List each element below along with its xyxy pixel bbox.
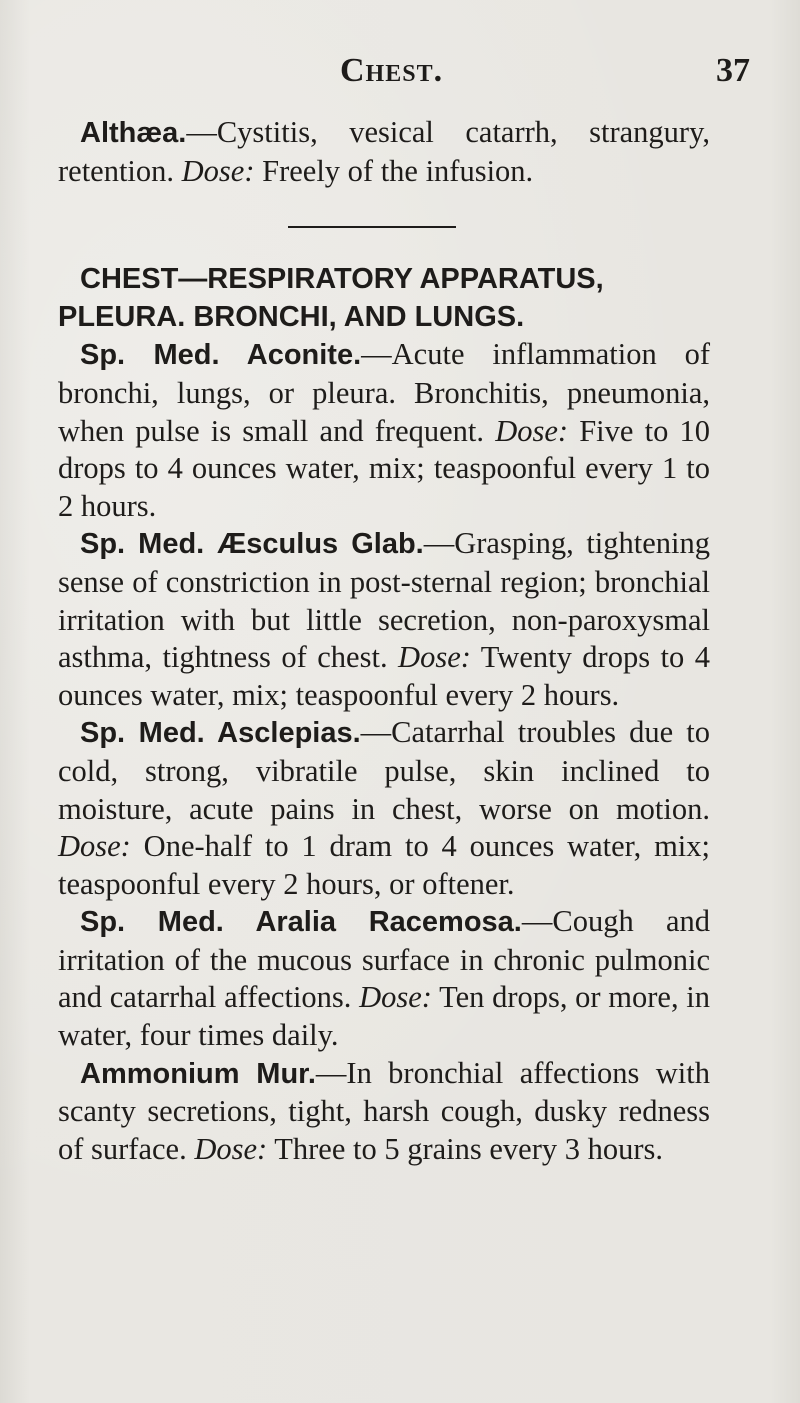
- section-heading-line-2: PLEURA. BRONCHI, AND LUNGS.: [58, 300, 525, 333]
- dose-label: Dose:: [398, 640, 471, 675]
- section-heading-line-1: CHEST—RESPIRATORY APPARATUS,: [80, 263, 604, 296]
- entry-lead: Althæa.: [80, 117, 187, 149]
- entry-lead: Sp. Med. Æsculus Glab.: [80, 528, 424, 561]
- entry-aralia-racemosa: [58, 903, 710, 1054]
- entry-lead: Ammonium Mur.: [80, 1057, 316, 1090]
- body-text: [58, 114, 710, 1168]
- dose-text: Freely of the infusion.: [254, 153, 534, 188]
- entry-lead: Sp. Med. Aconite.: [80, 339, 362, 372]
- running-title: Chest.: [340, 52, 444, 89]
- entry-lead: Sp. Med. Aralia Racemosa.: [80, 906, 522, 939]
- entry-text: —Cough and irritation of the mucous surface in chronic pulmonic and catarrhal affections.: [58, 904, 710, 1015]
- entry-aconite: [58, 336, 710, 525]
- dose-text: Ten drops, or more, in water, four times daily.: [58, 980, 711, 1053]
- entry-lead: Sp. Med. Asclepias.: [80, 717, 361, 750]
- page-number: 37: [716, 52, 750, 89]
- section-divider: [288, 226, 456, 228]
- dose-label: Dose:: [495, 413, 569, 448]
- dose-label: Dose:: [181, 153, 255, 188]
- dose-label: Dose:: [359, 980, 432, 1015]
- dose-text: Five to 10 drops to 4 ounces water, mix; teaspoonful every 1 to 2 hours.: [58, 413, 710, 523]
- entry-text: —Catarrhal troubles due to cold, strong, vibratile pulse, skin inclined to moisture, acute pains in chest, worse on motion.: [58, 715, 710, 826]
- entry-althaea: [58, 114, 710, 190]
- dose-text: Three to 5 grains every 3 hours.: [267, 1131, 664, 1166]
- entry-text: —Cystitis, vesical catarrh, strangury, retention.: [58, 115, 710, 188]
- dose-label: Dose:: [194, 1131, 268, 1166]
- dose-text: Twenty drops to 4 ounces water, mix; teaspoonful every 2 hours.: [58, 640, 710, 712]
- section-heading: [58, 261, 710, 336]
- running-head: [0, 52, 800, 92]
- entry-ammonium-mur: [58, 1055, 710, 1169]
- entry-asclepias: [58, 714, 710, 903]
- entry-text: —Acute inflammation of bronchi, lungs, or pleura. Bronchitis, pneumonia, when pulse is small and frequent.: [58, 337, 711, 448]
- entry-aesculus-glab: [58, 525, 710, 714]
- entry-text: —In bronchial affections with scanty secretions, tight, harsh cough, dusky redness of surface.: [58, 1055, 710, 1166]
- dose-label: Dose:: [58, 829, 131, 864]
- dose-text: One-half to 1 dram to 4 ounces water, mix; teaspoonful every 2 hours, or oftener.: [58, 829, 710, 901]
- entry-text: —Grasping, tightening sense of constriction in post-sternal region; bronchial irritation with but little secretion, non-paroxysmal asthma, tightness of chest.: [58, 526, 711, 675]
